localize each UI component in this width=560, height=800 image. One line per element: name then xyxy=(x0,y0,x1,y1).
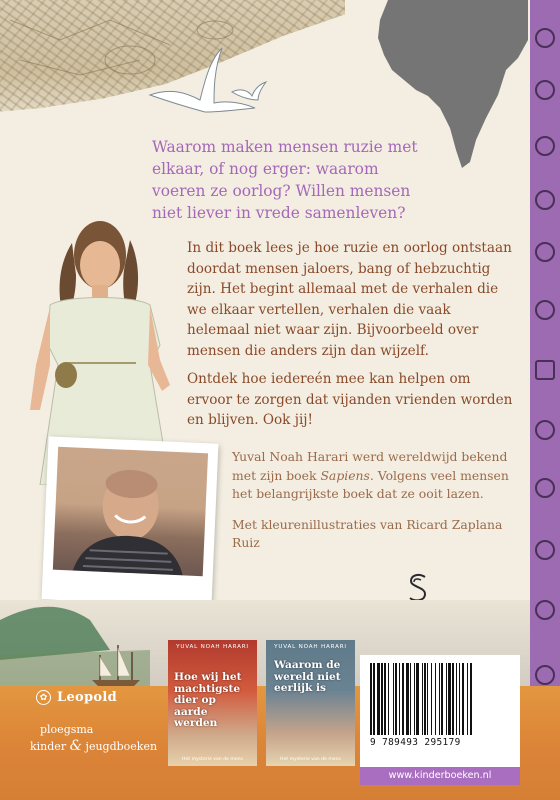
cross-icon xyxy=(535,420,555,440)
leopold-logo xyxy=(36,690,117,705)
description xyxy=(187,238,517,439)
sapienship-s-icon xyxy=(407,573,429,603)
barcode-bars xyxy=(370,663,510,735)
leopold-name: Leopold xyxy=(57,690,117,705)
barcode xyxy=(360,655,520,767)
book-2-series: Het mysterie van de mens xyxy=(280,757,341,762)
book-1-title: Hoe wij het machtigste dier op aarde werden xyxy=(174,671,242,729)
seagull-icon xyxy=(0,0,345,120)
author-photo xyxy=(53,447,208,576)
illustrator-credit: Met kleurenillustraties van Ricard Zaplana Ruiz xyxy=(232,516,503,550)
ploegsma-name: ploegsma xyxy=(40,723,94,736)
figure-icon xyxy=(535,600,555,620)
bow-icon xyxy=(535,80,555,100)
tool-icon xyxy=(535,360,555,380)
author-bio-text: Yuval Noah Harari werd wereldwijd bekend met zijn boek Sapiens. Volgens veel mensen het belangrijkste boek dat ze ooit lazen. xyxy=(232,449,509,501)
decorative-strip xyxy=(530,0,560,800)
leopold-badge-icon: ✿ xyxy=(36,690,51,705)
website-url[interactable]: www.kinderboeken.nl xyxy=(360,767,520,785)
spiral-icon xyxy=(535,136,555,156)
ring-icon xyxy=(535,540,555,560)
ploegsma-logo xyxy=(30,722,157,755)
book-2-author: YUVAL NOAH HARARI xyxy=(274,644,347,650)
intro-question: Waarom maken mensen ruzie met elkaar, of nog erger: waarom voeren ze oorlog? Willen mensen niet liever in vrede samenleven? xyxy=(152,138,418,222)
spear-icon xyxy=(535,478,555,498)
description-paragraph-1: In dit boek lees je hoe ruzie en oorlog ontstaan doordat mensen jaloers, bang of hebzuchtig zijn. Het begint allemaal met de verhalen die we elkaar vertellen, verhalen die vaak helemaal niet waar zijn. Bijvoorbeeld over mensen die anders zijn dan wijzelf. xyxy=(187,240,512,359)
book-1-series: Het mysterie van de mens xyxy=(182,757,243,762)
book-1-author: YUVAL NOAH HARARI xyxy=(176,644,249,650)
pot-icon xyxy=(535,665,555,685)
book-2-title: Waarom de wereld niet eerlijk is xyxy=(274,659,341,694)
book-thumbnail-2 xyxy=(266,640,355,766)
author-photo-frame xyxy=(42,436,219,606)
description-paragraph-2: Ontdek hoe iedereén mee kan helpen om ervoor te zorgen dat vijanden vrienden worden en blijven. Ook jij! xyxy=(187,371,513,428)
animal-icon xyxy=(535,300,555,320)
fish-icon xyxy=(535,242,555,262)
flower-icon xyxy=(535,28,555,48)
horse-icon xyxy=(535,190,555,210)
sapiens-title: Sapiens xyxy=(320,467,370,483)
ploegsma-subtitle: kinder & jeugdboeken xyxy=(30,738,158,754)
author-bio xyxy=(232,448,522,553)
city-map-illustration xyxy=(0,0,345,120)
isbn-number: 9 789493 295179 xyxy=(370,737,461,748)
book-thumbnail-1 xyxy=(168,640,257,766)
